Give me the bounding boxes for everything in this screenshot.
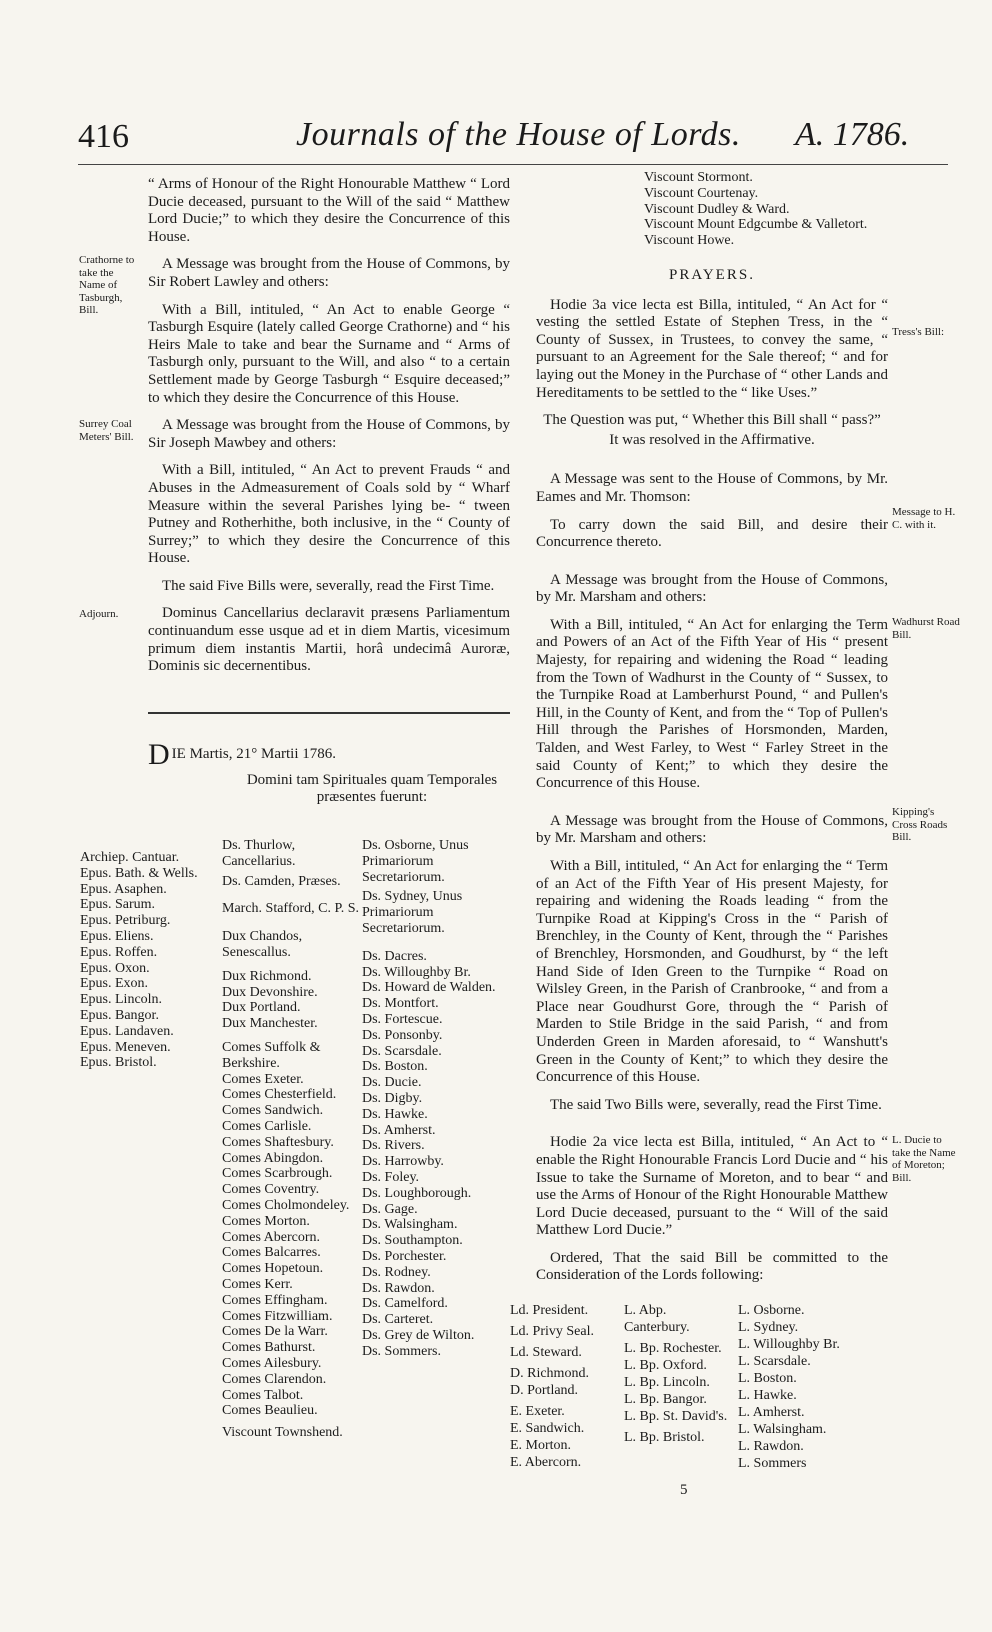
attendee: Epus. Eliens. bbox=[80, 928, 154, 944]
committee-member: L. Bp. Bristol. bbox=[624, 1430, 705, 1445]
attendee: Comes Chesterfield. bbox=[222, 1087, 337, 1103]
page-year: A. 1786. bbox=[795, 116, 910, 153]
attendee: Comes Kerr. bbox=[222, 1276, 293, 1292]
committee-member: L. Hawke. bbox=[738, 1388, 797, 1403]
committee-member: L. Boston. bbox=[738, 1371, 797, 1386]
attendee: Dux Manchester. bbox=[222, 1016, 318, 1032]
attendee: Ds. Rivers. bbox=[362, 1138, 425, 1154]
committee-member: Ld. Steward. bbox=[510, 1345, 582, 1360]
attendee: Comes Clarendon. bbox=[222, 1371, 327, 1387]
paragraph-message-marsham-2: A Message was brought from the House of Commons, by Mr. Marsham and others: bbox=[536, 812, 888, 847]
attendee: Comes Effingham. bbox=[222, 1292, 328, 1308]
attendee: Ds. Hawke. bbox=[362, 1106, 428, 1122]
paragraph-two-bills: The said Two Bills were, severally, read the First Time. bbox=[550, 1096, 882, 1113]
committee-member: Ld. President. bbox=[510, 1303, 589, 1318]
attendee: Ds. Grey de Wilton. bbox=[362, 1327, 475, 1343]
margin-note-adjourn: Adjourn. bbox=[79, 608, 119, 620]
attendee: Viscount Dudley & Ward. bbox=[644, 201, 790, 217]
attendee: Epus. Petriburg. bbox=[80, 913, 171, 929]
attendee: Epus. Lincoln. bbox=[80, 992, 163, 1008]
margin-note-crathorne: Crathorne to take the Name of Tasburgh, Bill. bbox=[79, 254, 135, 316]
attendee: Comes Ailesbury. bbox=[222, 1355, 322, 1371]
attendee: Ds. Ducie. bbox=[362, 1075, 422, 1091]
attendee: Ds. Rawdon. bbox=[362, 1280, 435, 1296]
attendee: Ds. Ponsonby. bbox=[362, 1027, 443, 1043]
attendee: Ds. Osborne, Unus Primariorum Secretariorum. bbox=[362, 838, 469, 885]
attendee: Ds. Boston. bbox=[362, 1059, 428, 1075]
attendee: Comes Exeter. bbox=[222, 1071, 304, 1087]
left-column bbox=[148, 176, 510, 686]
paragraph-adjournment: Dominus Cancellarius declaravit præsens Parliamentum continuandum esse usque ad et in diem Martis, vicesimum primum diem instantis Martii, horâ undecimâ Auroræ, Dominis sic decernentibus. bbox=[148, 605, 510, 675]
attendance-temporal-1 bbox=[222, 838, 362, 1441]
attendee: Dux Devonshire. bbox=[222, 984, 318, 1000]
margin-note-kippings-cross: Kipping's Cross Roads Bill. bbox=[892, 806, 948, 843]
attendee: Comes Abingdon. bbox=[222, 1150, 324, 1166]
attendee: Dux Chandos, Senescallus. bbox=[222, 929, 303, 960]
session-date bbox=[148, 740, 336, 770]
attendee: Comes Talbot. bbox=[222, 1387, 304, 1403]
attendee: Ds. Gage. bbox=[362, 1201, 418, 1217]
attendee: Viscount Howe. bbox=[644, 233, 735, 249]
attendee: Comes Bathurst. bbox=[222, 1340, 316, 1356]
attendee: Ds. Camden, Præses. bbox=[222, 873, 341, 889]
attendee: Ds. Carteret. bbox=[362, 1312, 434, 1328]
attendee: Dux Portland. bbox=[222, 1000, 301, 1016]
committee-member: E. Abercorn. bbox=[510, 1455, 582, 1470]
committee-member: Ld. Privy Seal. bbox=[510, 1324, 594, 1339]
committee-member: L. Sydney. bbox=[738, 1320, 799, 1335]
committee-member: L. Osborne. bbox=[738, 1303, 805, 1318]
prayers-heading: PRAYERS. bbox=[669, 266, 755, 283]
committee-col-1 bbox=[510, 1302, 594, 1471]
attendee: Viscount Townshend. bbox=[222, 1425, 343, 1441]
attendee: Epus. Asaphen. bbox=[80, 881, 167, 897]
committee-member: L. Walsingham. bbox=[738, 1422, 827, 1437]
committee-member: L. Willoughby Br. bbox=[738, 1337, 840, 1352]
attendee: Ds. Rodney. bbox=[362, 1264, 431, 1280]
attendee: Ds. Loughborough. bbox=[362, 1185, 472, 1201]
paragraph-arms-of-honour: “ Arms of Honour of the Right Honourable Matthew “ Lord Ducie deceased, pursuant to the Will of the said “ Matthew Lord Ducie;” to which they desire the Concurrence of this House. bbox=[148, 176, 510, 245]
attendee: Ds. Montfort. bbox=[362, 996, 439, 1012]
attendee: Ds. Walsingham. bbox=[362, 1217, 458, 1233]
margin-note-ducie: L. Ducie to take the Name of Moreton; Bill. bbox=[892, 1134, 956, 1184]
attendee: Epus. Meneven. bbox=[80, 1039, 171, 1055]
attendee: Epus. Bristol. bbox=[80, 1055, 157, 1071]
attendee: Comes Coventry. bbox=[222, 1182, 320, 1198]
attendee: Ds. Foley. bbox=[362, 1169, 420, 1185]
paragraph-message-lawley: A Message was brought from the House of Commons, by Sir Robert Lawley and others: bbox=[148, 256, 510, 290]
committee-member: L. Scarsdale. bbox=[738, 1354, 811, 1369]
margin-note-tress: Tress's Bill: bbox=[892, 326, 945, 338]
attendee: Ds. Camelford. bbox=[362, 1296, 448, 1312]
attendee: Comes Fitzwilliam. bbox=[222, 1308, 333, 1324]
committee-member: E. Exeter. bbox=[510, 1404, 565, 1419]
drop-cap: D bbox=[148, 738, 170, 771]
attendee: Epus. Exon. bbox=[80, 976, 149, 992]
committee-member: L. Abp. Canterbury. bbox=[624, 1303, 690, 1335]
attendee: Ds. Digby. bbox=[362, 1090, 423, 1106]
present-line: Domini tam Spirituales quam Temporales præsentes fuerunt: bbox=[246, 772, 498, 805]
attendee: Ds. Harrowby. bbox=[362, 1154, 444, 1170]
attendee: Ds. Porchester. bbox=[362, 1248, 447, 1264]
paragraph-coal-bill: With a Bill, intituled, “ An Act to prevent Frauds “ and Abuses in the Admeasurement of Coals sold by “ Wharf Measure within the several Parishes lying be- “ tween Putney and Rotherhithe, both inclusive, in the “ County of Surrey;” to which they desire the Concurrence of this House. bbox=[148, 462, 510, 567]
margin-note-wadhurst: Wadhurst Road Bill. bbox=[892, 616, 960, 641]
signature-mark: 5 bbox=[680, 1482, 688, 1498]
committee-member: L. Bp. Oxford. bbox=[624, 1358, 707, 1373]
attendee: Ds. Willoughby Br. bbox=[362, 964, 471, 980]
paragraph-carry-down: To carry down the said Bill, and desire their Concurrence thereto. bbox=[536, 516, 888, 551]
paragraph-wadhurst-bill: With a Bill, intituled, “ An Act for enlarging the Term and Powers of an Act of the Fifth Year of His “ present Majesty, for repairing and widening the Road “ leading from the Town of Wadhurst in the County of “ Sussex, to the Turnpike Road at Lamberhurst Pound, “ and Pullen's Hill, in the County of Kent, and from the “ Top of Pullen's Hill through the Parishes of Horsmonden, Marden, Talden, and West Farley, to West “ Farley Street in the said County of Kent;” to which they desire the Concurrence of this House. bbox=[536, 616, 888, 792]
paragraph-question-put: The Question was put, “ Whether this Bill shall “ pass?” bbox=[543, 412, 881, 429]
attendee: Ds. Scarsdale. bbox=[362, 1043, 442, 1059]
committee-col-3 bbox=[738, 1302, 840, 1472]
paragraph-five-bills: The said Five Bills were, severally, read the First Time. bbox=[162, 577, 495, 594]
attendee: Dux Richmond. bbox=[222, 968, 312, 984]
committee-member: L. Bp. Rochester. bbox=[624, 1341, 722, 1356]
attendee: Ds. Amherst. bbox=[362, 1122, 436, 1138]
page-title: Journals of the House of Lords. bbox=[296, 116, 741, 153]
attendee: Ds. Southampton. bbox=[362, 1233, 463, 1249]
attendee: Archiep. Cantuar. bbox=[80, 850, 180, 865]
committee-col-2 bbox=[624, 1302, 734, 1446]
right-column bbox=[536, 170, 888, 1295]
attendee: Ds. Dacres. bbox=[362, 948, 427, 964]
paragraph-message-marsham-1: A Message was brought from the House of Commons, by Mr. Marsham and others: bbox=[536, 571, 888, 606]
committee-member: L. Bp. Lincoln. bbox=[624, 1375, 710, 1390]
attendee: Epus. Oxon. bbox=[80, 960, 150, 976]
attendee: Comes Cholmondeley. bbox=[222, 1197, 350, 1213]
margin-note-surrey-coal: Surrey Coal Meters' Bill. bbox=[79, 418, 134, 443]
attendee: Ds. Thurlow, Cancellarius. bbox=[222, 838, 296, 869]
attendee: Epus. Sarum. bbox=[80, 897, 156, 913]
committee-member: L. Bp. Bangor. bbox=[624, 1392, 707, 1407]
attendee: Ds. Howard de Walden. bbox=[362, 980, 496, 996]
paragraph-message-mawbey: A Message was brought from the House of Commons, by Sir Joseph Mawbey and others: bbox=[148, 417, 510, 451]
viscount-list bbox=[644, 170, 888, 249]
attendance-temporal-2 bbox=[362, 838, 512, 1360]
committee-member: D. Richmond. bbox=[510, 1366, 589, 1381]
paragraph-ducie-bill: Hodie 2a vice lecta est Billa, intituled, “ An Act to “ enable the Right Honourable Francis Lord Ducie and “ his Issue to take the Surname of Moreton, and to bear “ and use the Arms of Honour of the Right Honourable Matthew Lord Ducie deceased, pursuant to the “ Will of the said Matthew Lord Ducie.” bbox=[536, 1134, 888, 1239]
paragraph-resolved: It was resolved in the Affirmative. bbox=[609, 431, 815, 448]
attendee: Comes Scarbrough. bbox=[222, 1166, 333, 1182]
attendee: March. Stafford, C. P. S. bbox=[222, 901, 360, 917]
attendee: Comes Morton. bbox=[222, 1213, 310, 1229]
attendee: Ds. Sommers. bbox=[362, 1343, 441, 1359]
attendee: Epus. Bath. & Wells. bbox=[80, 865, 198, 881]
attendee: Comes Balcarres. bbox=[222, 1245, 321, 1261]
attendee: Ds. Sydney, Unus Primariorum Secretariorum. bbox=[362, 889, 463, 936]
committee-member: E. Sandwich. bbox=[510, 1421, 585, 1436]
section-divider bbox=[148, 712, 510, 714]
attendee: Epus. Bangor. bbox=[80, 1007, 159, 1023]
date-line: IE Martis, 21° Martii 1786. bbox=[171, 746, 336, 762]
attendee: Comes Carlisle. bbox=[222, 1118, 312, 1134]
attendee: Comes Sandwich. bbox=[222, 1103, 324, 1119]
attendee: Comes Beaulieu. bbox=[222, 1403, 318, 1419]
margin-note-message-hc: Message to H. C. with it. bbox=[892, 506, 956, 531]
paragraph-message-eames: A Message was sent to the House of Commons, by Mr. Eames and Mr. Thomson: bbox=[536, 471, 888, 505]
attendee: Viscount Courtenay. bbox=[644, 185, 759, 201]
committee-member: L. Rawdon. bbox=[738, 1439, 804, 1454]
committee-member: L. Bp. St. David's. bbox=[624, 1409, 728, 1424]
attendee: Epus. Roffen. bbox=[80, 944, 158, 960]
committee-member: L. Amherst. bbox=[738, 1405, 805, 1420]
paragraph-tress-bill: Hodie 3a vice lecta est Billa, intituled, “ An Act for “ vesting the settled Estate of Stephen Tress, in the “ County of Sussex, in Trustees, to convey the same, “ pursuant to an Agreement for the Sale thereof; “ and for laying out the Money in the Purchase of “ other Lands and Hereditaments to be settled to the “ like Uses.” bbox=[536, 296, 888, 401]
attendee: Comes De la Warr. bbox=[222, 1324, 328, 1340]
attendee: Comes Suffolk & Berkshire. bbox=[222, 1039, 321, 1071]
attendee: Ds. Fortescue. bbox=[362, 1011, 443, 1027]
page-number: 416 bbox=[78, 118, 129, 155]
attendee: Viscount Stormont. bbox=[644, 170, 753, 185]
paragraph-tasburgh-bill: With a Bill, intituled, “ An Act to enable George “ Tasburgh Esquire (lately called George Crathorne) and “ his Heirs Male to take and bear the Surname and “ Arms of Tasburgh only, pursuant to the Will, and also “ to a certain Settlement made by George Tasburgh “ Esquire deceased;” to which they desire the Concurrence of this House. bbox=[148, 301, 510, 406]
paragraph-kippings-cross-bill: With a Bill, intituled, “ An Act for enlarging the “ Term of an Act of the Fifth Year of His present Majesty, for repairing and widening the Roads leading “ from the Turnpike Road at Kipping's Cross in the “ Parish of Brenchley, in the County of Kent, through the “ Parishes of Brenchley, Horsmonden, and Goudhurst, by “ the left Hand Side of Iden Green to the Turnpike “ Road on Wilsley Green, in the Parish of Cranbrooke, “ and from a Place near Goudhurst Gore, through the “ Parish of Marden to Stile Bridge in the said Parish, “ and from Underden Green in Marden aforesaid, to “ Wanshutt's Green in the County of Kent;” to which they desire the Concurrence of this House. bbox=[536, 858, 888, 1086]
attendee: Epus. Landaven. bbox=[80, 1023, 174, 1039]
committee-member: D. Portland. bbox=[510, 1383, 579, 1398]
attendance-spiritual bbox=[80, 850, 220, 1071]
attendee: Comes Hopetoun. bbox=[222, 1261, 324, 1277]
committee-member: E. Morton. bbox=[510, 1438, 572, 1453]
header-rule bbox=[78, 164, 948, 165]
committee-member: L. Sommers bbox=[738, 1456, 807, 1471]
attendee: Comes Abercorn. bbox=[222, 1229, 320, 1245]
paragraph-ordered: Ordered, That the said Bill be committed to the Consideration of the Lords following: bbox=[536, 1249, 888, 1284]
attendee: Comes Shaftesbury. bbox=[222, 1134, 334, 1150]
attendee: Viscount Mount Edgcumbe & Valletort. bbox=[644, 217, 868, 233]
